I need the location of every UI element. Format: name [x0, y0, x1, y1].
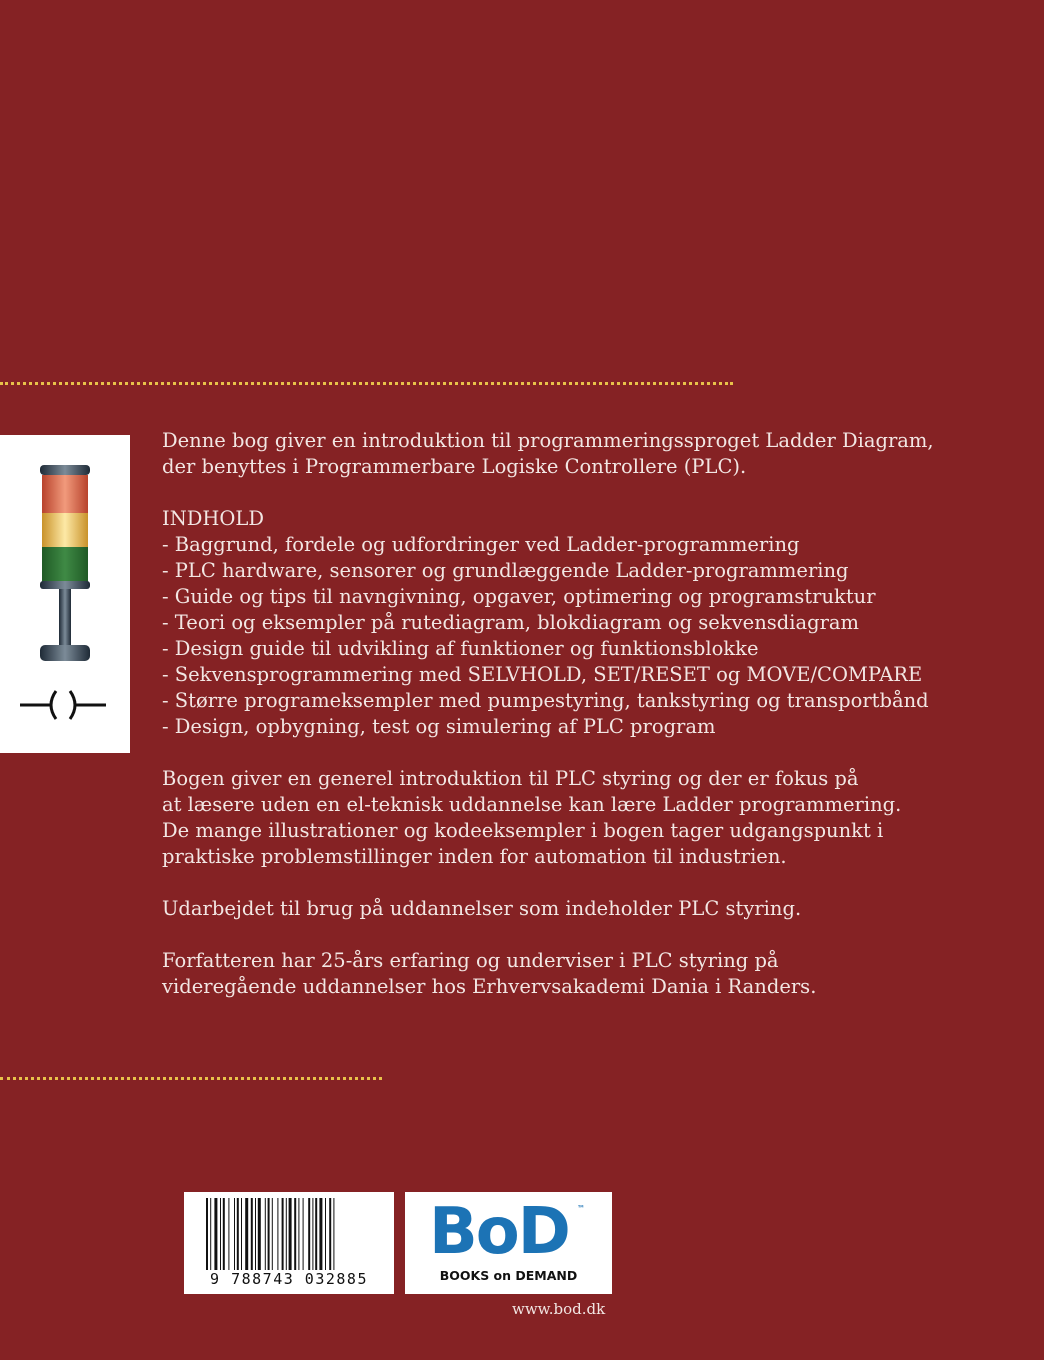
contents-item: - Større programeksempler med pumpestyring, tankstyring og transportbånd: [162, 689, 929, 712]
contents-item: - Design guide til udvikling af funktioner og funktionsblokke: [162, 637, 759, 660]
publisher-tagline: BOOKS on DEMAND: [439, 1268, 578, 1283]
publisher-logo: [405, 1192, 612, 1294]
dotted-divider-bottom: [0, 1077, 382, 1080]
bod-logo-text: BoD: [429, 1195, 569, 1269]
illustration-panel: [0, 435, 130, 753]
intro-paragraph: [162, 428, 934, 480]
intro-line: Denne bog giver en introduktion til programmeringssproget Ladder Diagram,: [162, 429, 934, 452]
author-paragraph: [162, 948, 922, 1000]
isbn-number: 9 788743 032885: [210, 1270, 368, 1288]
contents-item: - Design, opbygning, test og simulering af PLC program: [162, 715, 716, 738]
trademark-mark: ™: [577, 1204, 585, 1213]
contents-item: - Baggrund, fordele og udfordringer ved Ladder-programmering: [162, 533, 800, 556]
ladder-coil-icon: [18, 687, 108, 723]
author-line: videregående uddannelser hos Erhvervsakademi Dania i Randers.: [162, 975, 817, 998]
back-cover-blurb: [162, 428, 934, 1026]
contents-item: - Sekvensprogrammering med SELVHOLD, SET/RESET og MOVE/COMPARE: [162, 663, 923, 686]
description-line: De mange illustrationer og kodeeksempler i bogen tager udgangspunkt i: [162, 819, 884, 842]
barcode-icon: [206, 1198, 376, 1270]
publisher-website: www.bod.dk: [512, 1300, 606, 1318]
description-line: at læsere uden en el-teknisk uddannelse kan lære Ladder programmering.: [162, 793, 902, 816]
contents-item: - Teori og eksempler på rutediagram, blokdiagram og sekvensdiagram: [162, 611, 860, 634]
contents-heading: INDHOLD: [162, 507, 264, 530]
contents-list: [162, 506, 929, 740]
contents-item: - Guide og tips til navngivning, opgaver, optimering og programstruktur: [162, 585, 876, 608]
purpose-line: Udarbejdet til brug på uddannelser som indeholder PLC styring.: [162, 897, 802, 920]
intro-line: der benyttes i Programmerbare Logiske Controllere (PLC).: [162, 455, 747, 478]
purpose-paragraph: [162, 896, 922, 922]
isbn-barcode: [184, 1192, 394, 1294]
description-line: praktiske problemstillinger inden for automation til industrien.: [162, 845, 787, 868]
description-line: Bogen giver en generel introduktion til PLC styring og der er fokus på: [162, 767, 859, 790]
author-line: Forfatteren har 25-års erfaring og underviser i PLC styring på: [162, 949, 779, 972]
dotted-divider-top: [0, 382, 733, 385]
contents-item: - PLC hardware, sensorer og grundlæggende Ladder-programmering: [162, 559, 849, 582]
stack-light-icon: [30, 463, 100, 673]
description-paragraph: [162, 766, 922, 870]
